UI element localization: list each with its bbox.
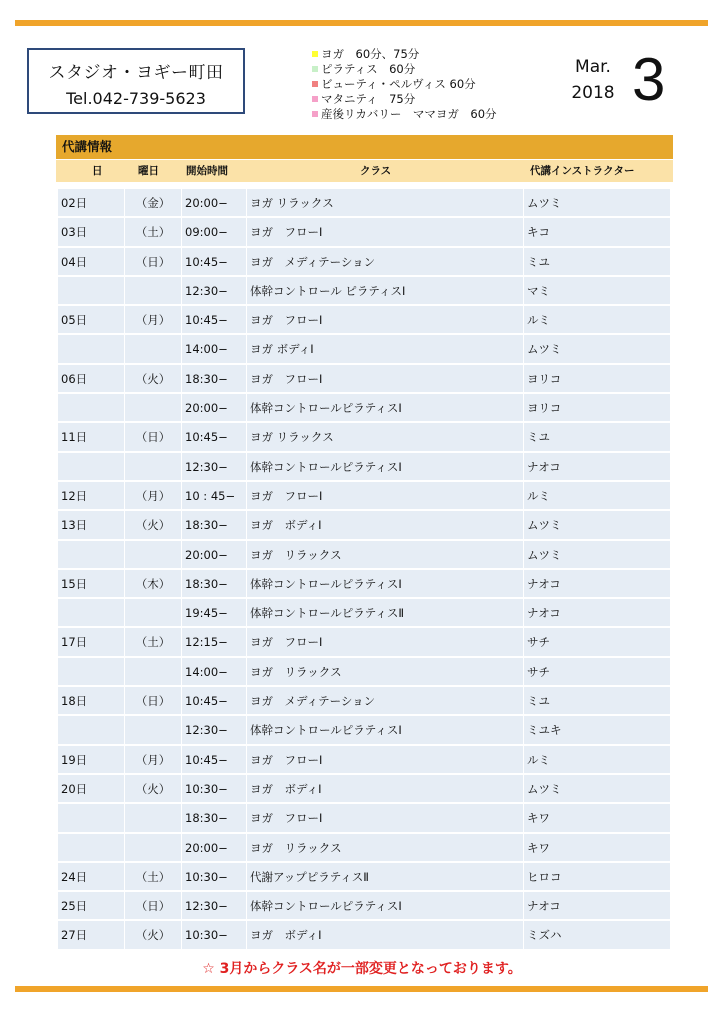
cell-time: 12:30− bbox=[182, 277, 246, 304]
cell-instructor: ムツミ bbox=[524, 511, 670, 538]
table-row bbox=[58, 920, 670, 949]
cell-time: 10:45− bbox=[182, 306, 246, 333]
cell-day: 12日 bbox=[58, 482, 124, 509]
table-row bbox=[58, 745, 670, 774]
cell-time: 20:00− bbox=[182, 189, 246, 216]
cell-class: 体幹コントロールピラティスⅠ bbox=[247, 570, 523, 597]
cell-instructor: ムツミ bbox=[524, 541, 670, 568]
cell-weekday bbox=[125, 335, 181, 362]
table-row bbox=[58, 510, 670, 539]
legend-swatch bbox=[312, 51, 318, 57]
cell-weekday: （土） bbox=[125, 863, 181, 890]
cell-weekday: （火） bbox=[125, 365, 181, 392]
cell-class: ヨガ メディテーション bbox=[247, 687, 523, 714]
year: 2018 bbox=[571, 83, 615, 103]
cell-day: 20日 bbox=[58, 775, 124, 802]
cell-weekday bbox=[125, 453, 181, 480]
cell-day bbox=[58, 804, 124, 831]
legend-swatch bbox=[312, 81, 318, 87]
cell-instructor: ナオコ bbox=[524, 599, 670, 626]
table-row bbox=[58, 188, 670, 217]
table-row bbox=[58, 627, 670, 656]
cell-day: 03日 bbox=[58, 218, 124, 245]
legend-item bbox=[312, 47, 497, 62]
legend-swatch bbox=[312, 96, 318, 102]
table-row bbox=[58, 422, 670, 451]
cell-day: 25日 bbox=[58, 892, 124, 919]
cell-time: 10:45− bbox=[182, 746, 246, 773]
cell-class: ヨガ リラックス bbox=[247, 541, 523, 568]
cell-instructor: ヨリコ bbox=[524, 365, 670, 392]
cell-time: 14:00− bbox=[182, 658, 246, 685]
cell-class: ヨガ フローⅠ bbox=[247, 218, 523, 245]
cell-instructor: ミユキ bbox=[524, 716, 670, 743]
substitute-table bbox=[58, 188, 670, 950]
cell-class: 体幹コントロール ピラティスⅠ bbox=[247, 277, 523, 304]
table-row bbox=[58, 833, 670, 862]
table-row bbox=[58, 803, 670, 832]
legend-label: 産後リカバリー ママヨガ 60分 bbox=[321, 107, 497, 121]
cell-day bbox=[58, 394, 124, 421]
cell-instructor: ムツミ bbox=[524, 189, 670, 216]
cell-day: 15日 bbox=[58, 570, 124, 597]
cell-time: 20:00− bbox=[182, 394, 246, 421]
cell-instructor: サチ bbox=[524, 658, 670, 685]
cell-weekday: （月） bbox=[125, 306, 181, 333]
table-row bbox=[58, 540, 670, 569]
table-row bbox=[58, 715, 670, 744]
class-legend bbox=[312, 47, 497, 122]
legend-label: マタニティ 75分 bbox=[321, 92, 416, 106]
cell-time: 20:00− bbox=[182, 834, 246, 861]
col-time: 開始時間 bbox=[186, 165, 228, 177]
cell-instructor: ルミ bbox=[524, 482, 670, 509]
legend-label: ヨガ 60分、75分 bbox=[321, 47, 420, 61]
cell-weekday bbox=[125, 804, 181, 831]
cell-weekday: （日） bbox=[125, 687, 181, 714]
studio-info-box bbox=[27, 48, 245, 114]
cell-weekday: （金） bbox=[125, 189, 181, 216]
table-row bbox=[58, 364, 670, 393]
cell-instructor: キワ bbox=[524, 834, 670, 861]
cell-class: 体幹コントロールピラティスⅡ bbox=[247, 599, 523, 626]
cell-class: ヨガ リラックス bbox=[247, 834, 523, 861]
cell-day bbox=[58, 541, 124, 568]
bottom-divider bbox=[15, 986, 708, 992]
cell-day bbox=[58, 834, 124, 861]
legend-swatch bbox=[312, 111, 318, 117]
table-row bbox=[58, 862, 670, 891]
cell-weekday bbox=[125, 716, 181, 743]
cell-instructor: ヒロコ bbox=[524, 863, 670, 890]
cell-class: ヨガ フローⅠ bbox=[247, 628, 523, 655]
cell-instructor: ミユ bbox=[524, 248, 670, 275]
cell-day: 13日 bbox=[58, 511, 124, 538]
cell-weekday: （土） bbox=[125, 218, 181, 245]
cell-weekday: （月） bbox=[125, 482, 181, 509]
cell-instructor: ルミ bbox=[524, 306, 670, 333]
cell-weekday bbox=[125, 277, 181, 304]
table-row bbox=[58, 217, 670, 246]
table-row bbox=[58, 305, 670, 334]
cell-time: 20:00− bbox=[182, 541, 246, 568]
cell-instructor: ナオコ bbox=[524, 570, 670, 597]
cell-day bbox=[58, 599, 124, 626]
cell-class: ヨガ メディテーション bbox=[247, 248, 523, 275]
cell-weekday bbox=[125, 541, 181, 568]
legend-item bbox=[312, 62, 497, 77]
cell-instructor: ナオコ bbox=[524, 892, 670, 919]
cell-instructor: キコ bbox=[524, 218, 670, 245]
cell-day: 04日 bbox=[58, 248, 124, 275]
cell-class: 体幹コントロールピラティスⅠ bbox=[247, 892, 523, 919]
cell-day bbox=[58, 277, 124, 304]
cell-time: 18:30− bbox=[182, 511, 246, 538]
cell-weekday bbox=[125, 834, 181, 861]
cell-time: 14:00− bbox=[182, 335, 246, 362]
top-divider bbox=[15, 20, 708, 26]
studio-name: スタジオ・ヨギー町田 bbox=[48, 63, 224, 83]
legend-swatch bbox=[312, 66, 318, 72]
table-row bbox=[58, 774, 670, 803]
cell-class: 体幹コントロールピラティスⅠ bbox=[247, 394, 523, 421]
cell-time: 12:15− bbox=[182, 628, 246, 655]
cell-day bbox=[58, 335, 124, 362]
cell-time: 12:30− bbox=[182, 453, 246, 480]
cell-instructor: ミユ bbox=[524, 423, 670, 450]
cell-class: 体幹コントロールピラティスⅠ bbox=[247, 716, 523, 743]
cell-time: 12:30− bbox=[182, 892, 246, 919]
cell-day: 17日 bbox=[58, 628, 124, 655]
cell-instructor: ムツミ bbox=[524, 335, 670, 362]
table-row bbox=[58, 393, 670, 422]
legend-item bbox=[312, 107, 497, 122]
cell-weekday: （木） bbox=[125, 570, 181, 597]
cell-weekday bbox=[125, 394, 181, 421]
cell-day: 05日 bbox=[58, 306, 124, 333]
cell-weekday: （土） bbox=[125, 628, 181, 655]
table-row bbox=[58, 481, 670, 510]
legend-label: ビューティ・ペルヴィス 60分 bbox=[321, 77, 476, 91]
cell-time: 10:30− bbox=[182, 921, 246, 948]
cell-class: ヨガ リラックス bbox=[247, 423, 523, 450]
cell-time: 10:45− bbox=[182, 423, 246, 450]
legend-label: ピラティス 60分 bbox=[321, 62, 416, 76]
month-year bbox=[570, 54, 616, 106]
cell-class: ヨガ リラックス bbox=[247, 658, 523, 685]
cell-weekday: （火） bbox=[125, 511, 181, 538]
cell-class: ヨガ ボディⅠ bbox=[247, 921, 523, 948]
cell-instructor: キワ bbox=[524, 804, 670, 831]
cell-day: 11日 bbox=[58, 423, 124, 450]
cell-class: ヨガ リラックス bbox=[247, 189, 523, 216]
cell-instructor: サチ bbox=[524, 628, 670, 655]
col-day: 日 bbox=[92, 165, 103, 177]
cell-day: 18日 bbox=[58, 687, 124, 714]
month-number: 3 bbox=[632, 46, 666, 113]
table-row bbox=[58, 657, 670, 686]
cell-time: 18:30− bbox=[182, 804, 246, 831]
cell-time: 12:30− bbox=[182, 716, 246, 743]
cell-weekday bbox=[125, 658, 181, 685]
cell-day: 06日 bbox=[58, 365, 124, 392]
cell-instructor: ルミ bbox=[524, 746, 670, 773]
cell-weekday: （日） bbox=[125, 423, 181, 450]
cell-time: 10:45− bbox=[182, 248, 246, 275]
cell-instructor: ミユ bbox=[524, 687, 670, 714]
cell-time: 10:30− bbox=[182, 775, 246, 802]
cell-class: 体幹コントロールピラティスⅠ bbox=[247, 453, 523, 480]
cell-time: 18:30− bbox=[182, 570, 246, 597]
legend-item bbox=[312, 77, 497, 92]
cell-time: 18:30− bbox=[182, 365, 246, 392]
cell-weekday: （火） bbox=[125, 921, 181, 948]
cell-weekday: （火） bbox=[125, 775, 181, 802]
table-row bbox=[58, 686, 670, 715]
cell-class: ヨガ ボディⅠ bbox=[247, 775, 523, 802]
col-weekday: 曜日 bbox=[138, 165, 159, 177]
cell-class: ヨガ フローⅠ bbox=[247, 365, 523, 392]
table-row bbox=[58, 891, 670, 920]
legend-item bbox=[312, 92, 497, 107]
cell-instructor: ナオコ bbox=[524, 453, 670, 480]
cell-weekday: （月） bbox=[125, 746, 181, 773]
cell-time: 09:00− bbox=[182, 218, 246, 245]
cell-time: 10 : 45− bbox=[182, 482, 246, 509]
cell-day bbox=[58, 453, 124, 480]
table-row bbox=[58, 247, 670, 276]
cell-day: 02日 bbox=[58, 189, 124, 216]
cell-instructor: ヨリコ bbox=[524, 394, 670, 421]
cell-class: ヨガ フローⅠ bbox=[247, 804, 523, 831]
cell-day bbox=[58, 658, 124, 685]
cell-class: ヨガ ボディⅠ bbox=[247, 335, 523, 362]
cell-day bbox=[58, 716, 124, 743]
studio-tel: Tel.042-739-5623 bbox=[66, 89, 206, 108]
cell-time: 10:30− bbox=[182, 863, 246, 890]
table-row bbox=[58, 276, 670, 305]
month-name: Mar. bbox=[575, 57, 611, 77]
cell-class: ヨガ フローⅠ bbox=[247, 306, 523, 333]
cell-day: 19日 bbox=[58, 746, 124, 773]
cell-class: ヨガ フローⅠ bbox=[247, 746, 523, 773]
table-row bbox=[58, 334, 670, 363]
col-class: クラス bbox=[360, 165, 392, 177]
table-row bbox=[58, 452, 670, 481]
col-instructor: 代講インストラクター bbox=[530, 165, 635, 177]
section-title: 代講情報 bbox=[56, 135, 673, 159]
cell-class: ヨガ ボディⅠ bbox=[247, 511, 523, 538]
cell-class: ヨガ フローⅠ bbox=[247, 482, 523, 509]
cell-instructor: マミ bbox=[524, 277, 670, 304]
cell-day: 27日 bbox=[58, 921, 124, 948]
cell-instructor: ムツミ bbox=[524, 775, 670, 802]
table-row bbox=[58, 569, 670, 598]
cell-time: 19:45− bbox=[182, 599, 246, 626]
cell-class: 代謝アップピラティスⅡ bbox=[247, 863, 523, 890]
table-row bbox=[58, 598, 670, 627]
cell-weekday: （日） bbox=[125, 248, 181, 275]
cell-time: 10:45− bbox=[182, 687, 246, 714]
cell-day: 24日 bbox=[58, 863, 124, 890]
table-header bbox=[56, 160, 673, 182]
cell-weekday bbox=[125, 599, 181, 626]
cell-weekday: （日） bbox=[125, 892, 181, 919]
cell-instructor: ミズハ bbox=[524, 921, 670, 948]
notice-text: ☆ 3月からクラス名が一部変更となっております。 bbox=[202, 961, 522, 977]
